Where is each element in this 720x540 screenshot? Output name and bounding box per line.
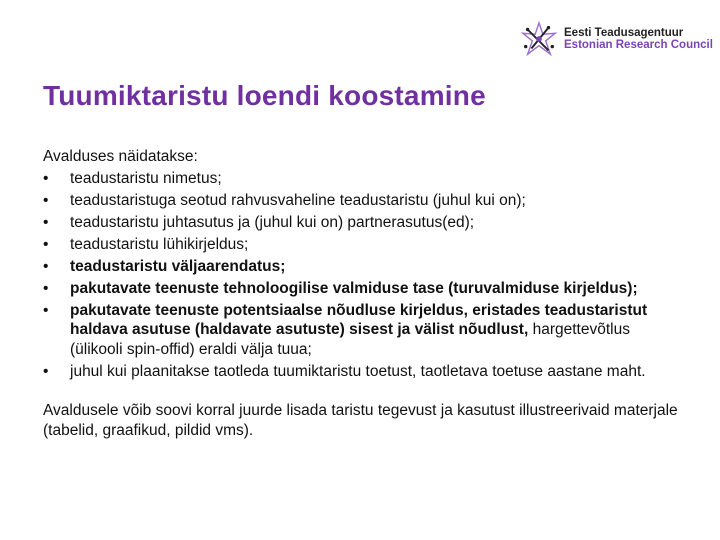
list-item-text: pakutavate teenuste tehnoloogilise valmiduse tase (turuvalmiduse kirjeldus);: [70, 279, 638, 297]
bullet-icon: •: [43, 191, 49, 209]
list-item: [43, 362, 683, 382]
list-item-text: juhul kui plaanitakse taotleda tuumiktaristu toetust, taotletava toetuse aastane maht.: [70, 362, 646, 380]
intro-text: Avalduses näidatakse:: [43, 148, 198, 165]
star-network-logo-icon: [520, 20, 558, 58]
list-item: [43, 213, 683, 233]
list-item-text: teadustaristuga seotud rahvusvaheline teadustaristu (juhul kui on);: [70, 191, 526, 209]
slide-title: Tuumiktaristu loendi koostamine: [43, 80, 486, 111]
list-item-text: teadustaristu nimetus;: [70, 169, 222, 187]
list-item-text: teadustaristu lühikirjeldus;: [70, 235, 249, 253]
list-item: [43, 191, 683, 211]
list-item: [43, 279, 683, 299]
list-item: [43, 169, 683, 189]
logo-name-et: Eesti Teadusagentuur: [564, 27, 684, 39]
list-item-text: teadustaristu juhtasutus ja (juhul kui on) partnerasutus(ed);: [70, 213, 475, 231]
list-item-text: hargettevõtlus (ülikooli spin-offid) eraldi välja tuua;: [70, 321, 630, 358]
list-item: [43, 235, 683, 255]
list-item: [43, 257, 683, 277]
bullet-icon: •: [43, 279, 49, 297]
bullet-icon: •: [43, 257, 49, 275]
slide-body: [43, 147, 683, 440]
bullet-icon: •: [43, 362, 49, 380]
bullet-icon: •: [43, 213, 49, 231]
bullet-icon: •: [43, 235, 49, 253]
logo: [520, 20, 713, 58]
bullet-icon: •: [43, 301, 49, 319]
logo-name-en: Estonian Research Council: [564, 39, 713, 51]
outro-text: Avaldusele võib soovi korral juurde lisada taristu tegevust ja kasutust illustreerivaid materjale (tabelid, graafikud, pildid vms).: [43, 402, 678, 439]
bullet-icon: •: [43, 169, 49, 187]
list-item-bold-text: pakutavate teenuste potentsiaalse nõudluse kirjeldus, eristades teadustaristut haldava asutuse (haldavate asutuste) sisest ja välist nõudlust,: [70, 301, 648, 338]
list-item: [43, 301, 683, 360]
bullet-list: [43, 169, 683, 382]
list-item-text: teadustaristu väljaarendatus;: [70, 257, 286, 275]
